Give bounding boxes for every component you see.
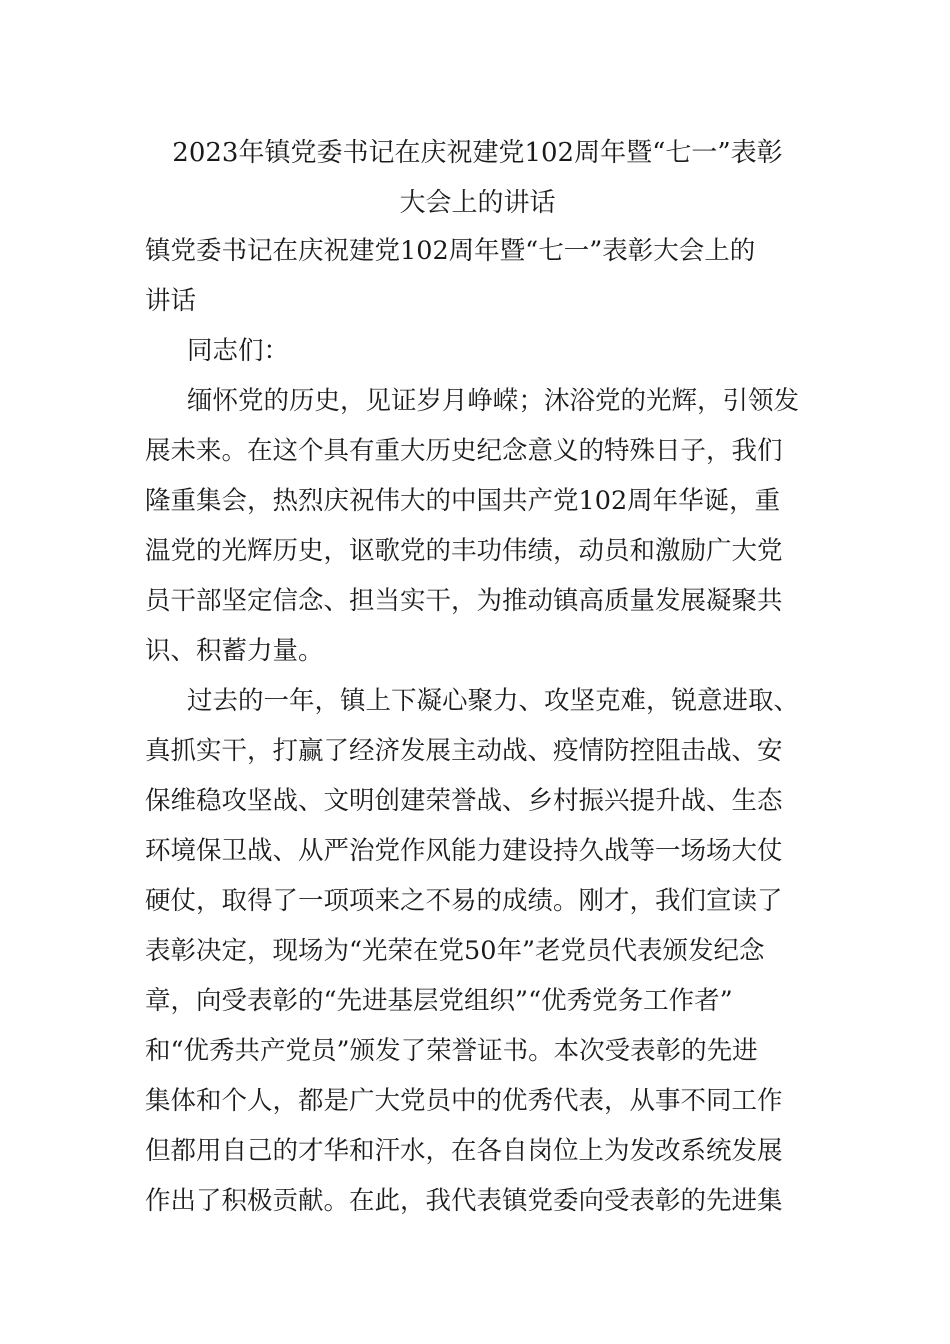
subtitle-line: 讲话 [145, 286, 197, 316]
paragraph-2-line: 保维稳攻坚战、文明创建荣誉战、乡村振兴提升战、生态 [145, 786, 783, 816]
paragraph-2-line: 集体和个人，都是广大党员中的优秀代表，从事不同工作 [145, 1086, 783, 1116]
document-body [145, 226, 810, 1226]
paragraph-2-line: 和“优秀共产党员”颁发了荣誉证书。本次受表彰的先进 [145, 1036, 758, 1066]
paragraph-2-line: 作出了积极贡献。在此，我代表镇党委向受表彰的先进集 [145, 1186, 783, 1216]
subtitle-line: 镇党委书记在庆祝建党102周年暨“七一”表彰大会上的 [145, 236, 756, 266]
paragraph-1-line: 识、积蓄力量。 [145, 636, 324, 666]
paragraph-1-line: 展未来。在这个具有重大历史纪念意义的特殊日子，我们 [145, 436, 783, 466]
paragraph-2-line: 环境保卫战、从严治党作风能力建设持久战等一场场大仗 [145, 836, 783, 866]
document-title [145, 128, 810, 228]
paragraph-1-line: 缅怀党的历史，见证岁月峥嵘；沐浴党的光辉，引领发 [187, 386, 800, 416]
title-line-1: 2023年镇党委书记在庆祝建党102周年暨“七一”表彰 [172, 138, 783, 168]
paragraph-2-line: 章，向受表彰的“先进基层党组织”“优秀党务工作者” [145, 986, 733, 1016]
salutation: 同志们： [187, 336, 290, 366]
paragraph-2-line: 过去的一年，镇上下凝心聚力、攻坚克难，锐意进取、 [187, 686, 800, 716]
paragraph-1-line: 员干部坚定信念、担当实干，为推动镇高质量发展凝聚共 [145, 586, 783, 616]
paragraph-1-line: 温党的光辉历史，讴歌党的丰功伟绩，动员和激励广大党 [145, 536, 783, 566]
title-line-2: 大会上的讲话 [399, 188, 556, 218]
paragraph-2-line: 硬仗，取得了一项项来之不易的成绩。刚才，我们宣读了 [145, 886, 783, 916]
paragraph-2-line: 但都用自己的才华和汗水，在各自岗位上为发改系统发展 [145, 1136, 783, 1166]
paragraph-2-line: 真抓实干，打赢了经济发展主动战、疫情防控阻击战、安 [145, 736, 783, 766]
paragraph-2-line: 表彰决定，现场为“光荣在党50年”老党员代表颁发纪念 [145, 936, 765, 966]
paragraph-1-line: 隆重集会，热烈庆祝伟大的中国共产党102周年华诞，重 [145, 486, 781, 516]
